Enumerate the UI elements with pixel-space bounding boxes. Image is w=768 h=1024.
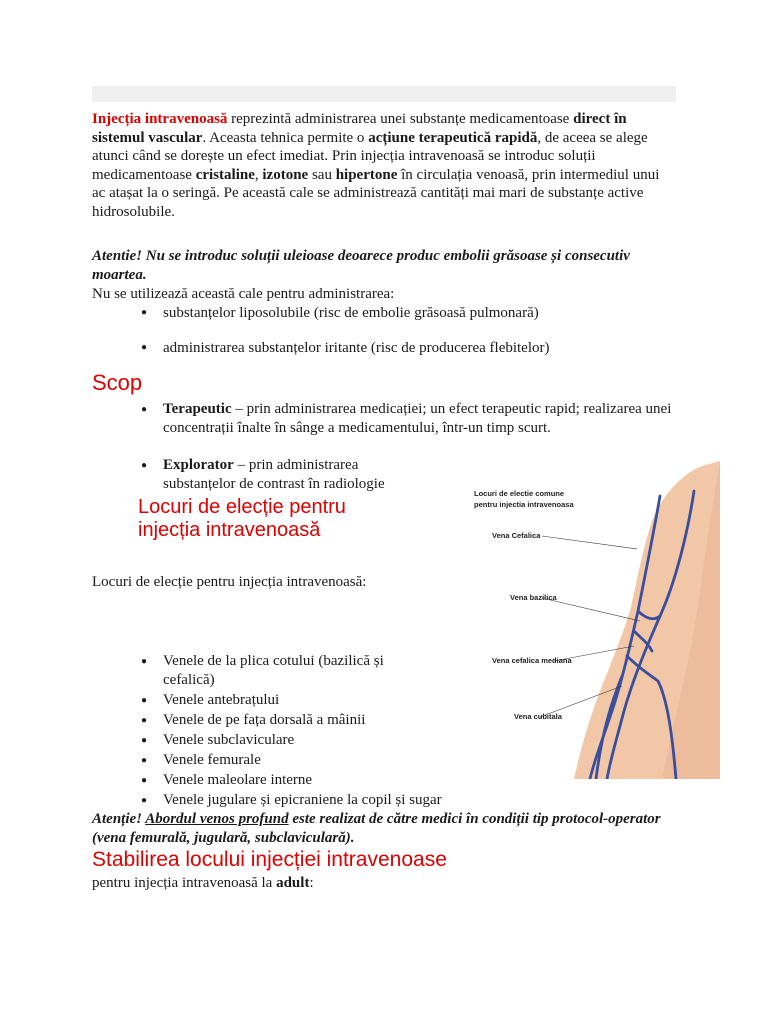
list-item: Venele maleolare interne [163,772,313,788]
figure-label: Vena cefalica mediana [492,656,572,665]
warning-2-text: este realizat de către medici în condiții tip protocol-operator (vena femurală, jugulară, subclaviculară). [92,811,661,846]
warning-1 [92,247,672,284]
placement-text-after: : [309,875,314,891]
placement-text-before: pentru injecția intravenoasă la [92,875,277,891]
figure-label: Vena bazilica [510,593,557,602]
bullet-icon: ● [141,795,148,806]
header-bar [92,86,676,102]
placement-heading: Stabilirea locului injecției intravenoase [92,848,447,871]
scope-term: Explorator [163,457,234,473]
list-item: Venele antebrațului [163,692,280,708]
bullet-icon: ● [141,735,148,746]
arm-veins-figure [462,461,720,779]
warning-2-label: Atenție! [92,811,143,827]
scope-text: – prin administrarea substanțelor de contrast în radiologie [163,457,385,492]
warning-1-label: Atentie! [92,248,143,264]
intro-text-1: reprezintă administrarea unei substanțe medicamentoase [227,111,574,127]
bullet-icon: ● [141,775,148,786]
intro-bold-3: cristaline [195,166,255,183]
intro-text-5: sau [308,166,336,183]
bullet-icon: ● [141,755,148,766]
list-item: Venele de la plica cotului (bazilică și cefalică) [163,653,384,688]
intro-text-2: . Aceasta tehnica permite o [202,129,369,146]
intro-text-6: în circulația venoasă, prin intermediul unui ac atașat la o seringă. Pe această cale se administrează cantități mai mari de substanțe active hidrosolubile. [92,166,660,220]
list-item: Venele subclaviculare [163,732,295,748]
locations-intro: Locuri de elecție pentru injecția intravenoasă: [92,574,367,590]
intro-bold-5: hipertone [335,166,398,183]
bullet-icon: ● [141,307,148,318]
bullet-icon: ● [141,342,148,353]
warning-2-underlined: Abordul venos profund [145,811,289,827]
intro-paragraph [92,110,672,222]
figure-title-line-2: pentru injectia intravenoasa [474,500,574,509]
not-used-intro: Nu se utilizează această cale pentru administrarea: [92,286,395,302]
intro-term: Injecția intravenoasă [92,111,228,127]
bullet-icon: ● [141,404,148,415]
scope-heading: Scop [92,370,143,395]
bullet-icon: ● [141,715,148,726]
bullet-icon: ● [141,656,148,667]
placement-bold: adult [276,875,310,891]
locations-heading: Locuri de elecție pentru injecția intravenoasă [138,496,346,541]
list-item [163,456,413,493]
intro-bold-4: izotone [262,166,309,183]
placement-text [92,874,672,893]
warning-1-text: Nu se introduc soluții uleioase deoarece produc embolii grăsoase și consecutiv moartea. [92,248,630,283]
bullet-icon: ● [141,695,148,706]
scope-text: – prin administrarea medicației; un efect terapeutic rapid; realizarea unei concentrații înalte în sânge a medicamentului, într-un timp scurt. [163,401,672,436]
bullet-icon: ● [141,460,148,471]
figure-title-line-1: Locuri de electie comune [474,489,565,498]
figure-label: Vena cubitala [514,712,562,721]
intro-bold-1: direct în sistemul vascular [92,111,627,146]
figure-label: Vena Cefalica [492,531,541,540]
warning-2 [92,810,662,847]
intro-text-4: , [254,166,263,183]
intro-text-3: , de aceea se alege atunci când se dorește un efect imediat. Prin injecția intravenoasă se introduc soluții medicamentoase [92,129,648,183]
list-item: administrarea substanțelor iritante (risc de producerea flebitelor) [163,340,550,356]
intro-bold-2: acțiune terapeutică rapidă [368,129,538,146]
list-item [163,400,673,437]
list-item: Venele femurale [163,752,261,768]
scope-term: Terapeutic [163,401,232,417]
list-item: Venele de pe fața dorsală a mâinii [163,712,366,728]
list-item: substanțelor liposolubile (risc de embolie grăsoasă pulmonară) [163,305,539,321]
list-item: Venele jugulare și epicraniene la copil și sugar [163,792,442,808]
